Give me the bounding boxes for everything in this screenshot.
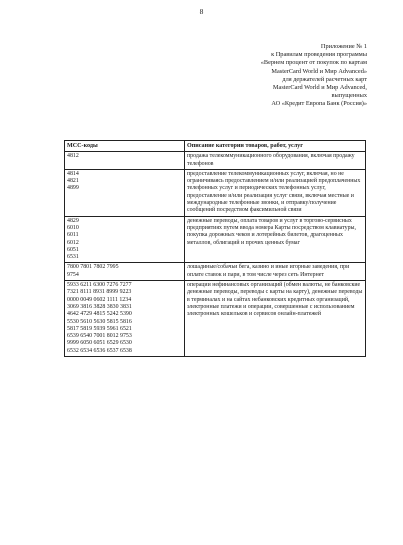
mcc-code: 4829 (67, 217, 79, 224)
appendix-header (167, 43, 367, 109)
appendix-line: для держателей расчетных карт (282, 75, 367, 83)
table-row (65, 216, 366, 263)
mcc-code: 4899 (67, 185, 79, 192)
mcc-code: 3069 3816 3828 3830 3831 (67, 303, 132, 310)
appendix-line: к Правилам проведения программы (271, 51, 367, 59)
mcc-table (64, 140, 366, 357)
description-cell: денежные переводы, оплата товаров и услуг в торгово-сервисных предприятиях путем ввода номера Карты посредством клавиатуры, покупка дорожных чеков и лотерейных билетов, драгоценных металлов, облигаций и прочих ценных бумаг (185, 216, 366, 263)
header-mcc-codes: МСС-коды (65, 141, 185, 152)
appendix-line: выпущенных (331, 92, 367, 100)
mcc-codes-cell (65, 169, 185, 216)
mcc-codes-cell (65, 263, 185, 281)
mcc-code: 6539 6540 7001 8012 9753 (67, 333, 132, 340)
mcc-code: 5933 6211 6300 7276 7277 (67, 282, 132, 289)
mcc-code: 4812 (67, 153, 79, 160)
description-cell: лошадиные/собачьи бега, казино и иные игорные заведения, при оплате ставок и пари, в том числе через сеть Интернет (185, 263, 366, 281)
mcc-code: 9999 6050 6051 6529 6530 (67, 340, 132, 347)
appendix-line: MasterCard World и Мир Advanced» (271, 67, 367, 75)
mcc-code: 6011 (67, 232, 79, 239)
mcc-code: 6531 (67, 254, 79, 261)
mcc-code: 6051 (67, 246, 79, 253)
appendix-line: Приложение № 1 (320, 43, 367, 50)
mcc-codes-cell (65, 216, 185, 263)
page-number: 8 (199, 7, 204, 16)
mcc-code: 4814 (67, 170, 79, 177)
appendix-line: АО «Кредит Европа Банк (Россия)» (271, 100, 367, 108)
mcc-code: 5530 5610 5630 5815 5816 (67, 318, 132, 325)
table-row (65, 263, 366, 281)
description-cell: продажа телекоммуникационного оборудования, включая продажу телефонов (185, 152, 366, 170)
table-row (65, 152, 366, 170)
mcc-code: 6010 (67, 224, 79, 231)
mcc-code: 0000 0049 0602 1111 1234 (67, 296, 132, 303)
mcc-code: 6532 6534 6536 6537 6538 (67, 347, 132, 354)
appendix-line: «Вернем процент от покупок по картам (260, 59, 367, 67)
mcc-codes-cell (65, 281, 185, 357)
mcc-code: 9754 (67, 271, 79, 278)
table-row (65, 169, 366, 216)
description-cell: операции нефинансовых организаций (обмен валюты, не банковские денежные переводы, переводы с карты на карту), денежные переводы в терминалах и на сайтах небанковских кредитных организаций, электронные платежи и операции, совершенные с использованием электронных кошельков и сервисов онлайн-платежей (185, 281, 366, 357)
appendix-line: MasterCard World и Мир Advanced, (272, 84, 367, 92)
table-header-row (65, 141, 366, 152)
mcc-code: 7800 7801 7802 7995 (67, 264, 119, 271)
mcc-codes-cell (65, 152, 185, 170)
mcc-code: 7321 8111 8931 8999 9223 (67, 289, 132, 296)
table-row (65, 281, 366, 357)
mcc-code: 4642 4729 4815 5242 5390 (67, 311, 132, 318)
mcc-code: 4821 (67, 178, 79, 185)
header-description: Описание категории товаров, работ, услуг (185, 141, 366, 152)
mcc-code: 5817 5819 5939 5961 6521 (67, 325, 132, 332)
description-cell: предоставление телекоммуникационных услуг, включая, но не ограничиваясь предоставлением и/или реализацией предоплаченных телефонных услуг и периодических телефонных услуг, предоставление и/или реализация услуг связи, включая местные и международные телефонные звонки, и отправку/получение сообщений посредством факсимильной связи (185, 169, 366, 216)
mcc-code: 6012 (67, 239, 79, 246)
